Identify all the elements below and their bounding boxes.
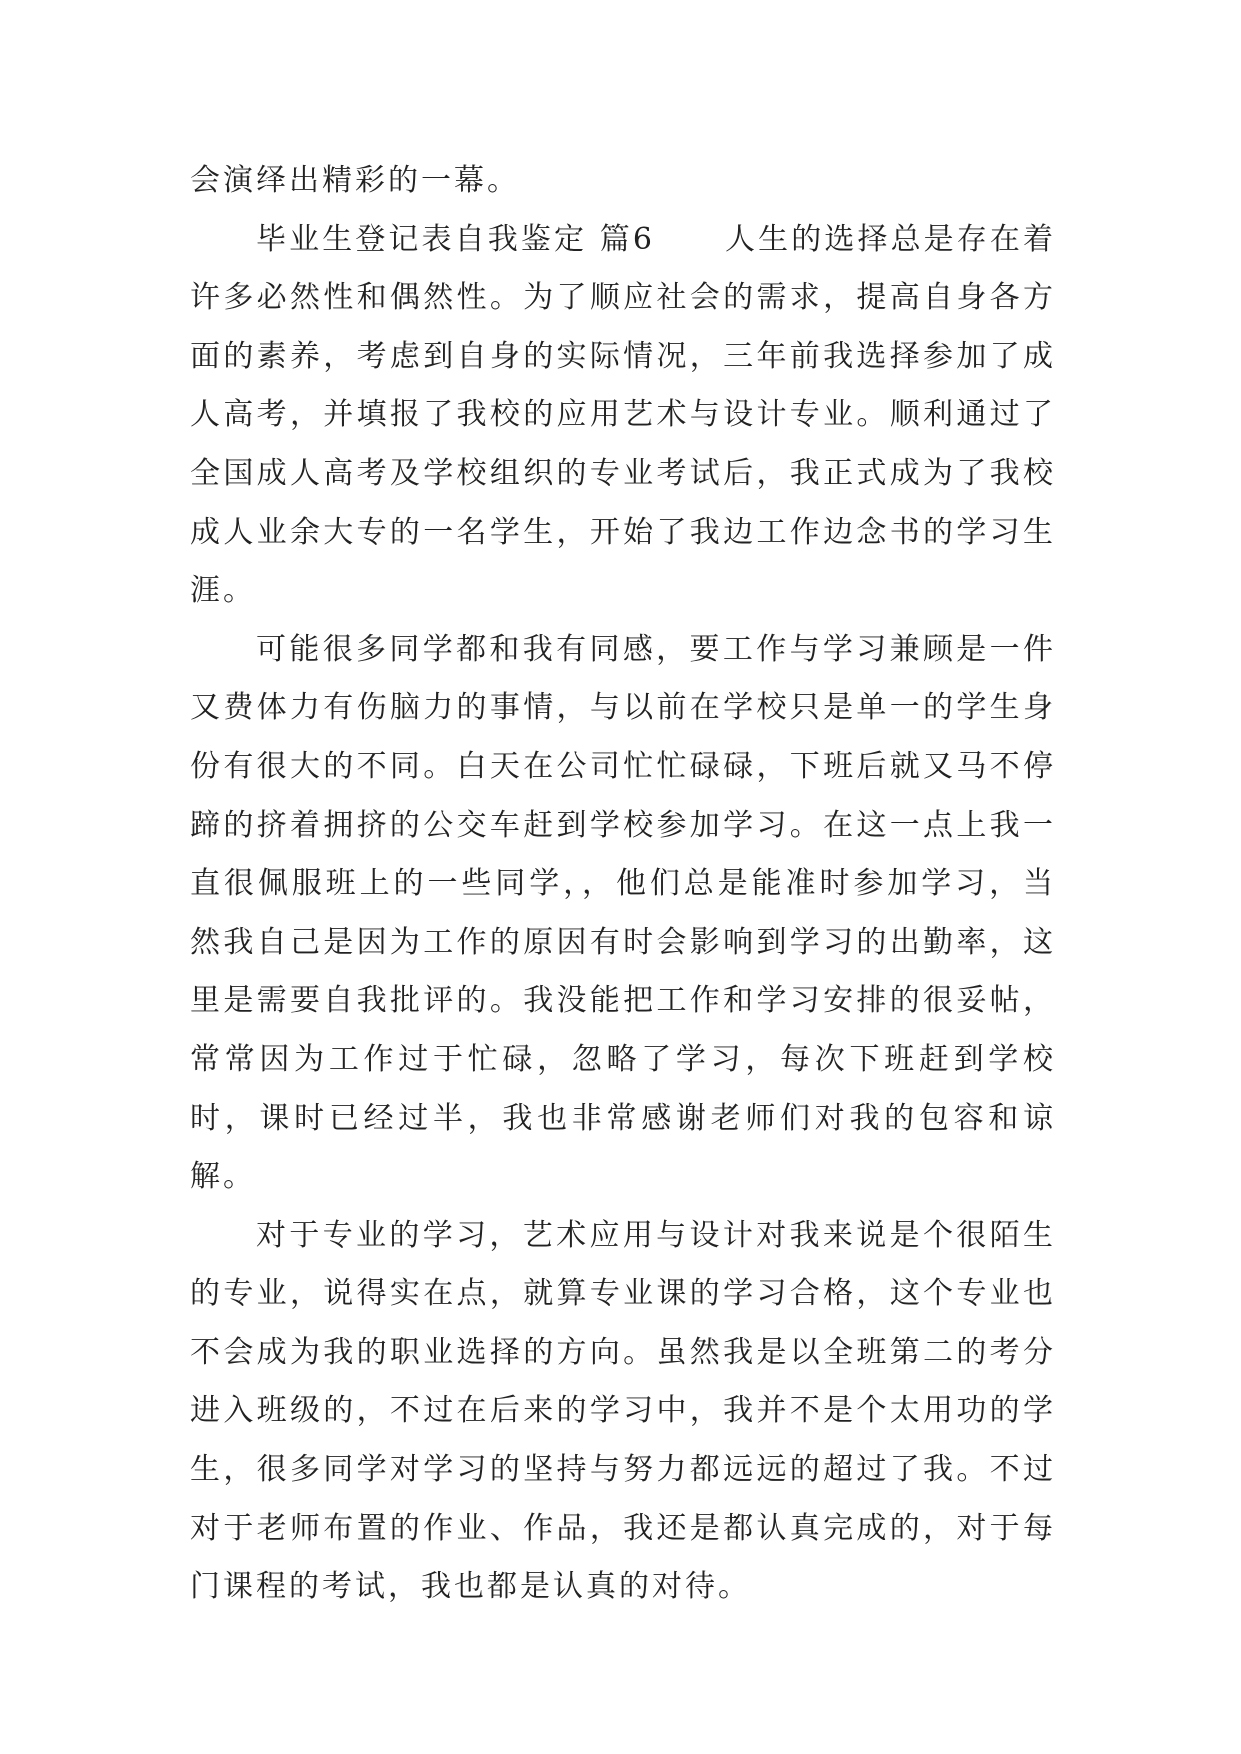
paragraph-continuation [190,152,1056,211]
paragraph-work-study [190,621,1056,1207]
paragraph-text: 对于专业的学习，艺术应用与设计对我来说是个很陌生的专业，说得实在点，就算专业课的学习合格，这个专业也不会成为我的职业选择的方向。虽然我是以全班第二的考分进入班级的，不过在后来的学习中，我并不是个太用功的学生，很多同学对学习的坚持与努力都远远的超过了我。不过对于老师布置的作业、作品，我还是都认真完成的，对于每门课程的考试，我也都是认真的对待。 [190,1217,1056,1605]
paragraph-section-6 [190,211,1056,621]
paragraph-major-study [190,1207,1056,1617]
paragraph-text: 可能很多同学都和我有同感，要工作与学习兼顾是一件又费体力有伤脑力的事情，与以前在学校只是单一的学生身份有很大的不同。白天在公司忙忙碌碌，下班后就又马不停蹄的挤着拥挤的公交车赶到学校参加学习。在这一点上我一直很佩服班上的一些同学，，他们总是能准时参加学习，当然我自己是因为工作的原因有时会影响到学习的出勤率，这里是需要自我批评的。我没能把工作和学习安排的很妥帖，常常因为工作过于忙碌，忽略了学习，每次下班赶到学校时，课时已经过半，我也非常感谢老师们对我的包容和谅解。 [190,631,1056,1195]
paragraph-text: 会演绎出精彩的一幕。 [190,163,520,198]
section-heading: 毕业生登记表自我鉴定 篇6 [256,221,655,257]
paragraph-text: 人生的选择总是存在着许多必然性和偶然性。为了顺应社会的需求，提高自身各方面的素养，考虑到自身的实际情况，三年前我选择参加了成人高考，并填报了我校的应用艺术与设计专业。顺利通过了全国成人高考及学校组织的专业考试后，我正式成为了我校成人业余大专的一名学生，开始了我边工作边念书的学习生涯。 [190,221,1057,609]
document-body [190,152,1056,1617]
